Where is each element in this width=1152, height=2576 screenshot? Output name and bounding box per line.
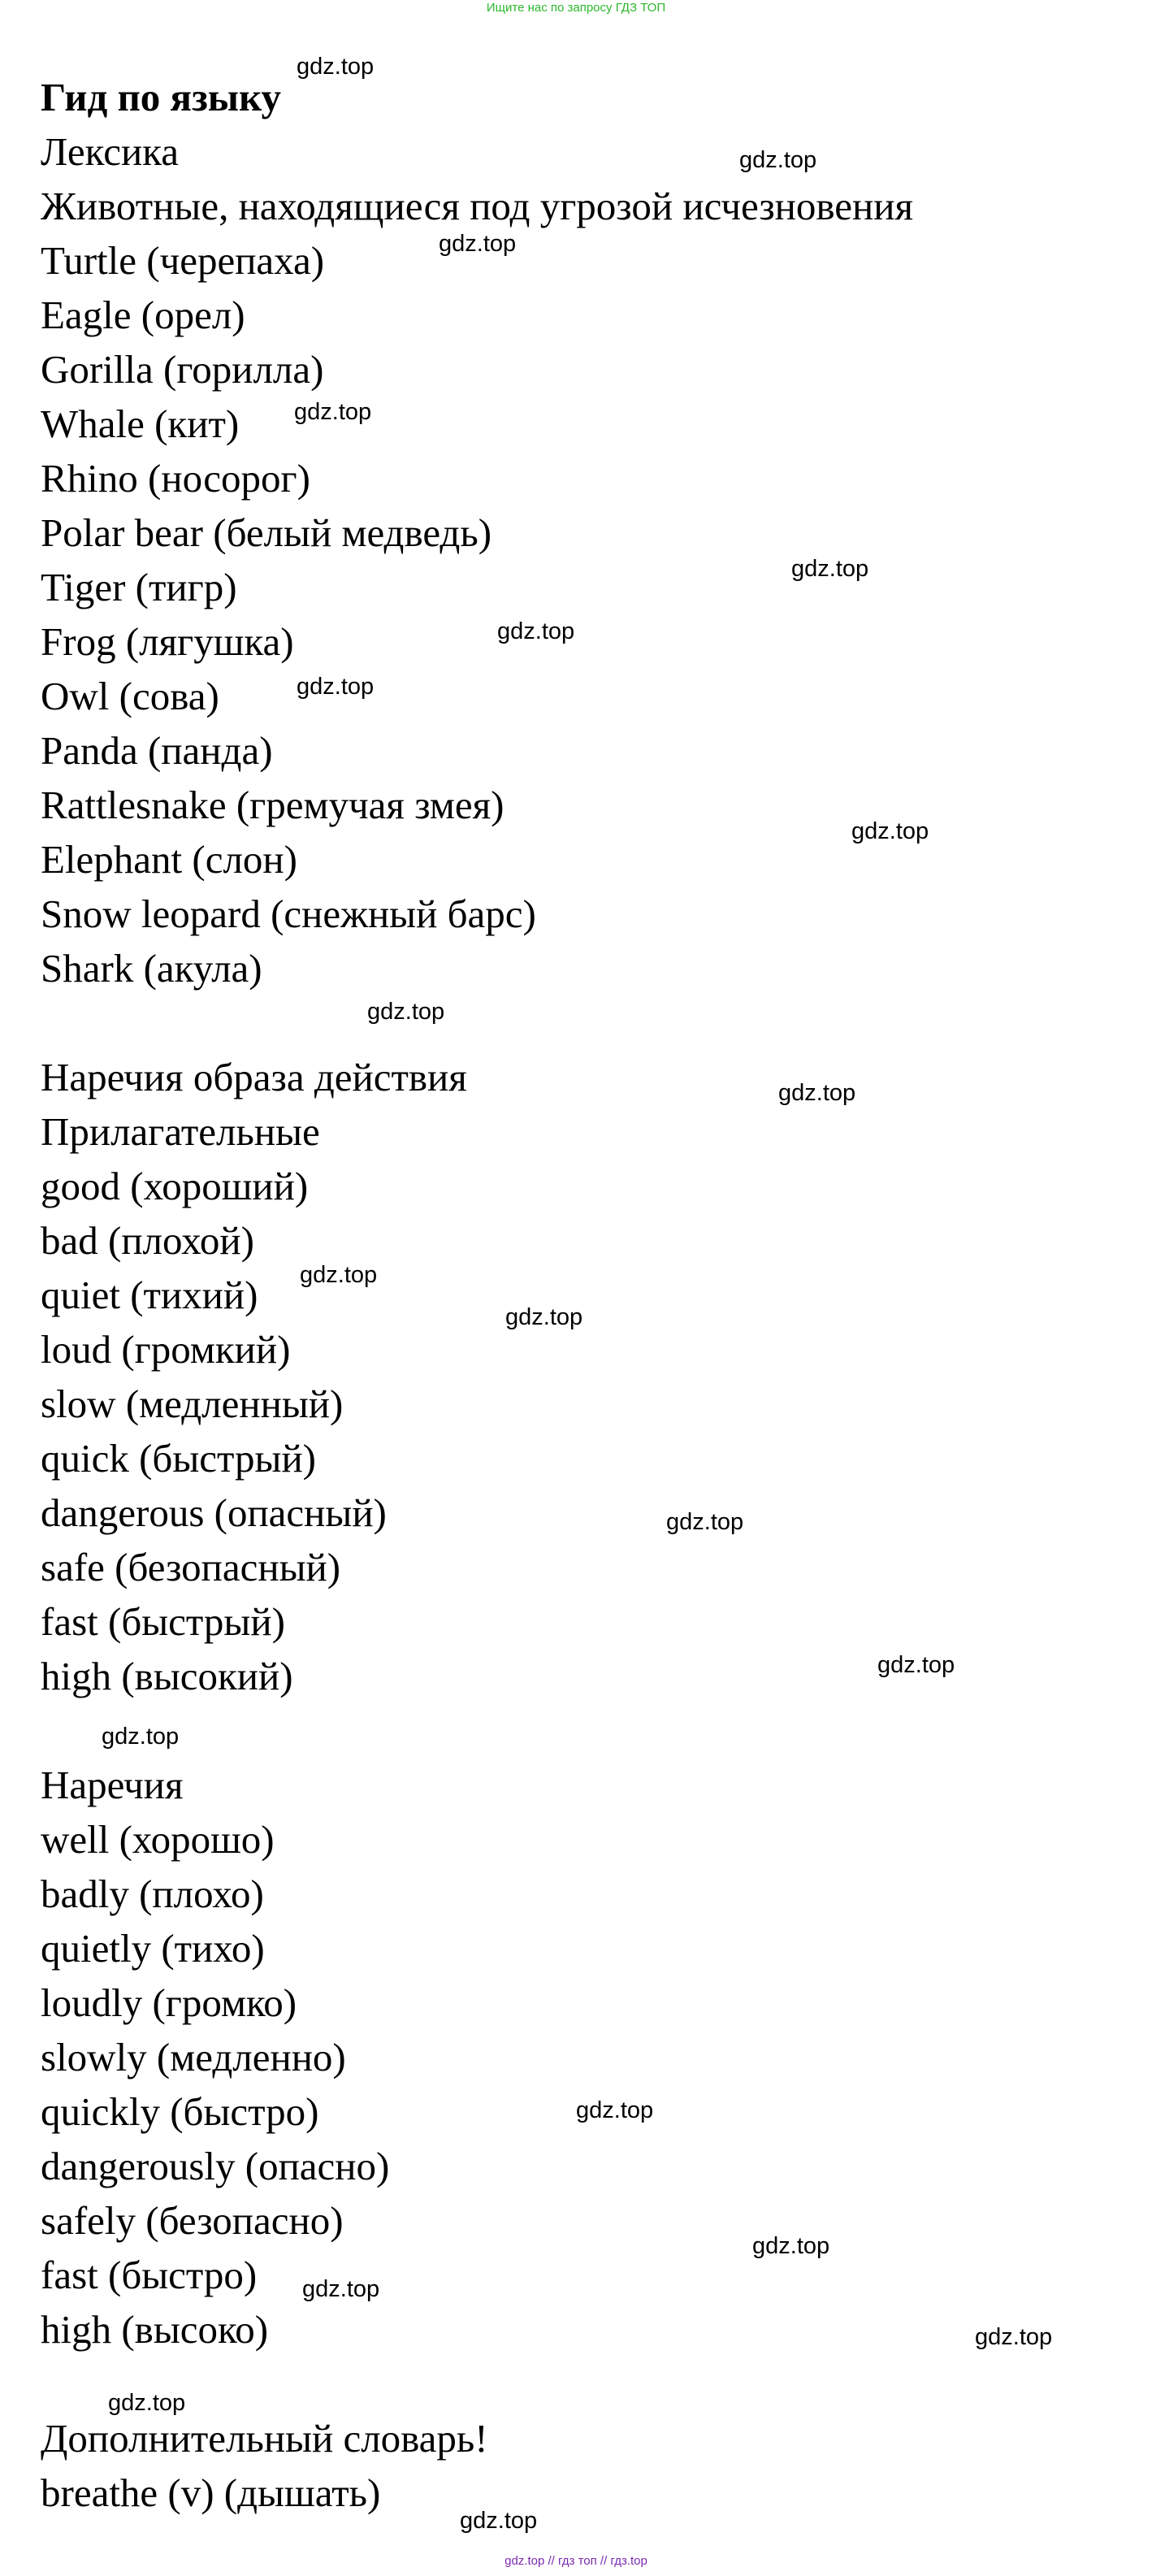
- adjectives-list: [41, 1159, 913, 1703]
- animals-heading: Животные, находящиеся под угрозой исчезновения: [41, 184, 913, 228]
- adverbs-list: [41, 1812, 913, 2357]
- watermark: gdz.top: [294, 399, 372, 425]
- watermark: gdz.top: [505, 1304, 583, 1330]
- list-item: badly (плохо): [41, 1871, 264, 1916]
- guide-title: Гид по языку: [41, 75, 282, 119]
- extra-vocab-heading: Дополнительный словарь!: [41, 2416, 488, 2461]
- list-item: fast (быстро): [41, 2253, 258, 2297]
- manner-adverbs-heading: Наречия образа действия: [41, 1055, 467, 1099]
- list-item: quietly (тихо): [41, 1926, 265, 1971]
- list-item: loud (громкий): [41, 1327, 291, 1372]
- language-guide: [41, 70, 913, 2520]
- watermark: gdz.top: [297, 674, 375, 700]
- watermark: gdz.top: [102, 1724, 180, 1750]
- list-item: bad (плохой): [41, 1218, 254, 1263]
- watermark: gdz.top: [108, 2390, 186, 2416]
- list-item: Frog (лягушка): [41, 619, 294, 664]
- list-item: Panda (панда): [41, 728, 273, 773]
- list-item: high (высокий): [41, 1654, 293, 1698]
- watermark: gdz.top: [752, 2233, 830, 2259]
- list-item: Rattlesnake (гремучая змея): [41, 783, 505, 827]
- list-item: Eagle (орел): [41, 293, 245, 337]
- section-gap: [41, 995, 913, 1050]
- watermark: gdz.top: [576, 2097, 654, 2123]
- bottom-banner[interactable]: gdz.top // гдз топ // гдз.top: [505, 2554, 647, 2568]
- list-item: dangerously (опасно): [41, 2144, 390, 2188]
- vocab-heading: Лексика: [41, 129, 180, 174]
- list-item: Whale (кит): [41, 401, 240, 446]
- watermark: gdz.top: [300, 1262, 378, 1288]
- list-item: safely (безопасно): [41, 2198, 344, 2243]
- watermark: gdz.top: [439, 231, 517, 257]
- list-item: Tiger (тигр): [41, 565, 237, 609]
- list-item: Shark (акула): [41, 946, 262, 991]
- list-item: high (высоко): [41, 2307, 269, 2352]
- watermark: gdz.top: [460, 2508, 538, 2534]
- watermark: gdz.top: [497, 618, 575, 644]
- watermark: gdz.top: [666, 1509, 744, 1535]
- list-item: slow (медленный): [41, 1381, 344, 1426]
- list-item: safe (безопасный): [41, 1545, 341, 1589]
- list-item: quiet (тихий): [41, 1273, 258, 1317]
- adjectives-heading: Прилагательные: [41, 1109, 320, 1154]
- watermark: gdz.top: [791, 556, 869, 582]
- watermark: gdz.top: [877, 1652, 955, 1678]
- list-item: fast (быстрый): [41, 1599, 285, 1644]
- watermark: gdz.top: [851, 818, 929, 844]
- list-item: breathe (v) (дышать): [41, 2470, 381, 2515]
- watermark: gdz.top: [975, 2324, 1053, 2350]
- top-banner[interactable]: Ищите нас по запросу ГДЗ ТОП: [486, 1, 666, 15]
- list-item: Elephant (слон): [41, 837, 297, 882]
- watermark: gdz.top: [302, 2276, 380, 2302]
- list-item: good (хороший): [41, 1164, 309, 1208]
- list-item: Polar bear (белый медведь): [41, 510, 492, 555]
- list-item: quickly (быстро): [41, 2089, 319, 2134]
- list-item: Turtle (черепаха): [41, 238, 325, 283]
- list-item: Gorilla (горилла): [41, 347, 324, 392]
- list-item: slowly (медленно): [41, 2035, 346, 2079]
- list-item: Snow leopard (снежный барс): [41, 891, 536, 936]
- list-item: dangerous (опасный): [41, 1490, 387, 1535]
- list-item: quick (быстрый): [41, 1436, 317, 1481]
- list-item: Rhino (носорог): [41, 456, 310, 501]
- watermark: gdz.top: [297, 54, 375, 80]
- list-item: loudly (громко): [41, 1980, 297, 2025]
- watermark: gdz.top: [778, 1080, 856, 1106]
- watermark: gdz.top: [367, 999, 445, 1025]
- watermark: gdz.top: [739, 147, 817, 173]
- adverbs-heading: Наречия: [41, 1763, 184, 1807]
- animals-list: [41, 233, 913, 995]
- list-item: well (хорошо): [41, 1817, 275, 1862]
- list-item: Owl (сова): [41, 674, 219, 718]
